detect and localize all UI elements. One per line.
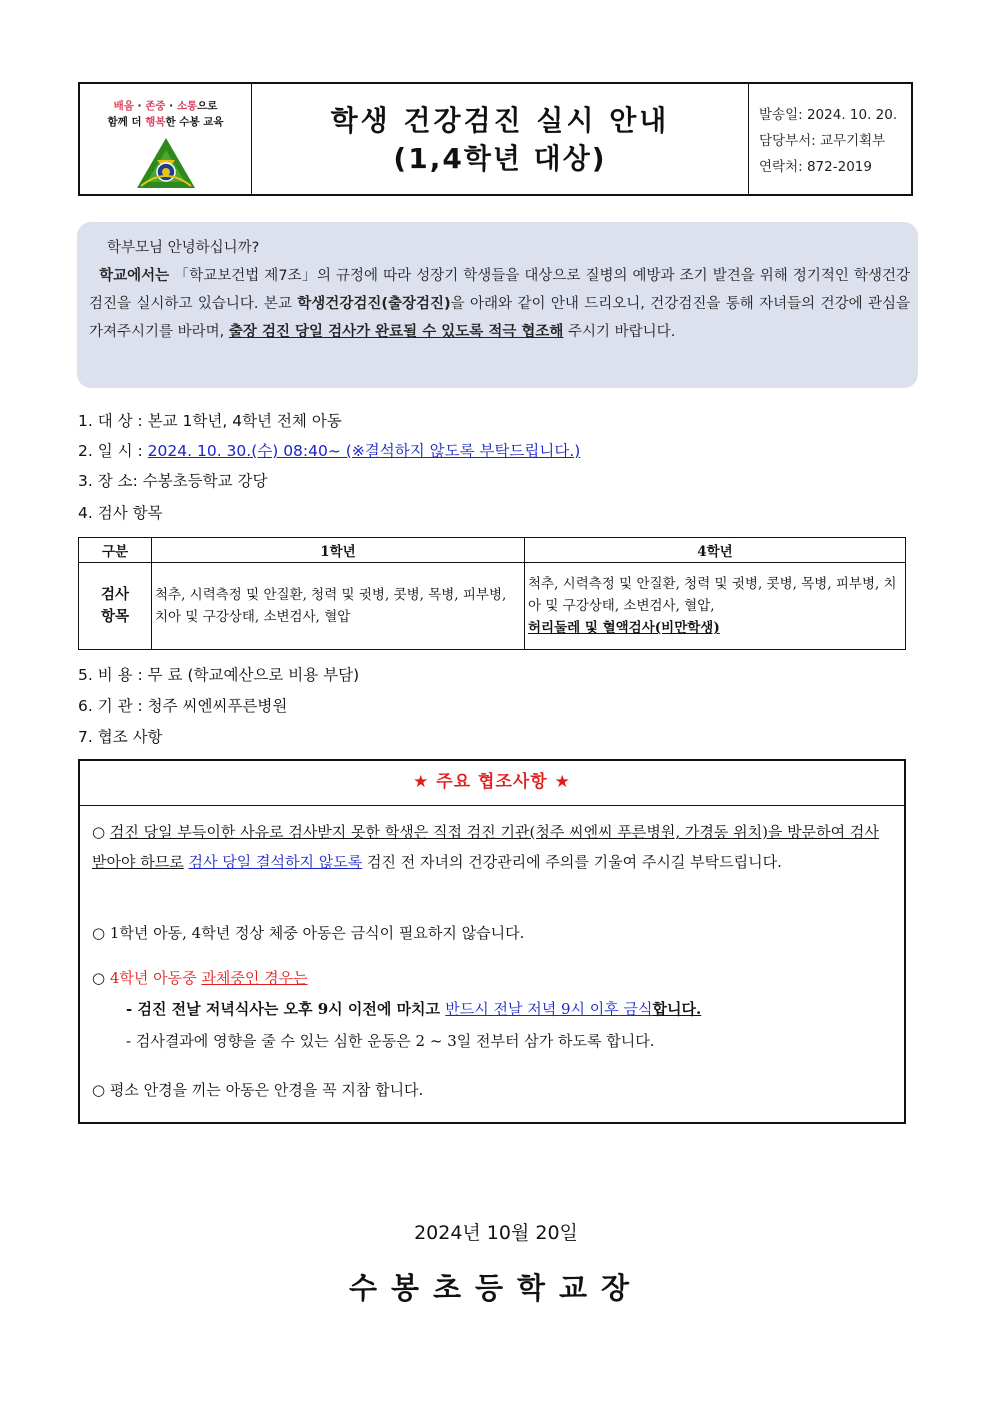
item-exam-label: 4. 검사 항목	[78, 504, 163, 522]
send-date: 발송일: 2024. 10. 20.	[759, 107, 898, 123]
header-box	[78, 82, 913, 196]
document-title-block	[252, 84, 749, 194]
coop-item-3-sub2: - 검사결과에 영향을 줄 수 있는 심한 운동은 2 ~ 3일 전부터 삼가 하도록 합니다.	[126, 1032, 655, 1050]
school-logo-block	[80, 84, 252, 194]
cooperation-title: ★ 주요 협조사항 ★	[80, 761, 904, 806]
exam-table	[78, 537, 906, 650]
department: 담당부서: 교무기획부	[759, 133, 886, 149]
document-date: 2024년 10월 20일	[414, 1222, 578, 1244]
table-header-cell: 4학년	[525, 538, 906, 563]
grade1-items: 척추, 시력측정 및 안질환, 청력 및 귓병, 콧병, 목병, 피부병, 치아 및 구강상태, 소변검사, 혈압	[152, 563, 525, 650]
item-date: 2. 일 시 : 2024. 10. 30.(수) 08:40~ (※결석하지 않도록 부탁드립니다.)	[78, 442, 581, 460]
cooperation-box	[78, 759, 906, 1124]
greeting-box	[77, 222, 918, 388]
grade4-items: 척추, 시력측정 및 안질환, 청력 및 귓병, 콧병, 목병, 피부병, 치아 및 구강상태, 소변검사, 혈압, 허리둘레 및 혈액검사(비만학생)	[525, 563, 906, 650]
table-header-row	[79, 538, 906, 563]
coop-item-4: ○ 평소 안경을 끼는 아동은 안경을 꼭 지참 합니다.	[92, 1081, 424, 1099]
table-row	[79, 563, 906, 650]
item-coop-label: 7. 협조 사항	[78, 728, 163, 746]
principal-signature: 수봉초등학교장	[348, 1271, 644, 1305]
item-cost: 5. 비 용 : 무 료 (학교예산으로 비용 부담)	[78, 666, 360, 684]
table-header-cell: 구분	[79, 538, 152, 563]
coop-item-2: ○ 1학년 아동, 4학년 정상 체중 아동은 금식이 필요하지 않습니다.	[92, 924, 525, 942]
item-target: 1. 대 상 : 본교 1학년, 4학년 전체 아동	[78, 412, 342, 430]
coop-item-3: ○ 4학년 아동중 과체중인 경우는	[92, 969, 308, 987]
coop-item-3-sub1: - 검진 전날 저녁식사는 오후 9시 이전에 마치고 반드시 전날 저녁 9시 이후 금식합니다.	[126, 1000, 702, 1018]
page-title: 학생 건강검진 실시 안내	[330, 104, 670, 137]
school-emblem-icon	[135, 136, 197, 192]
table-header-cell: 1학년	[152, 538, 525, 563]
row-label: 검사 항목	[79, 563, 152, 650]
contact: 연락처: 872-2019	[759, 159, 872, 175]
slogan-line2: 함께 더 행복한 수봉 교육	[107, 116, 224, 128]
item-place: 3. 장 소: 수봉초등학교 강당	[78, 472, 268, 490]
greeting-paragraph: 학교에서는 「학교보건법 제7조」의 규정에 따라 성장기 학생들을 대상으로 질병의 예방과 조기 발견을 위해 정기적인 학생건강검진을 실시하고 있습니다. 본교 학생건강검진(출장검진)을 아래와 같이 안내 드리오니, 건강검진을 통해 자녀들의 건강에 관심을 가져주시기를 바라며, 출장 검진 당일 검사가 완료될 수 있도록 적극 협조해 주시기 바랍니다.	[89, 268, 911, 340]
item-org: 6. 기 관 : 청주 씨엔씨푸른병원	[78, 697, 288, 715]
document-meta	[749, 84, 911, 194]
salutation: 학부모님 안녕하십니까?	[107, 240, 260, 256]
coop-item-1: ○ 검진 당일 부득이한 사유로 검사받지 못한 학생은 직접 검진 기관(청주 씨엔씨 푸른병원, 가경동 위치)을 방문하여 검사받아야 하므로 검사 당일 결석하지 않도록 검진 전 자녀의 건강관리에 주의를 기울여 주시길 부탁드립니다.	[92, 823, 879, 871]
page-subtitle: (1,4학년 대상)	[393, 142, 607, 175]
slogan-line1: 배움 · 존중 · 소통으로	[113, 100, 218, 112]
